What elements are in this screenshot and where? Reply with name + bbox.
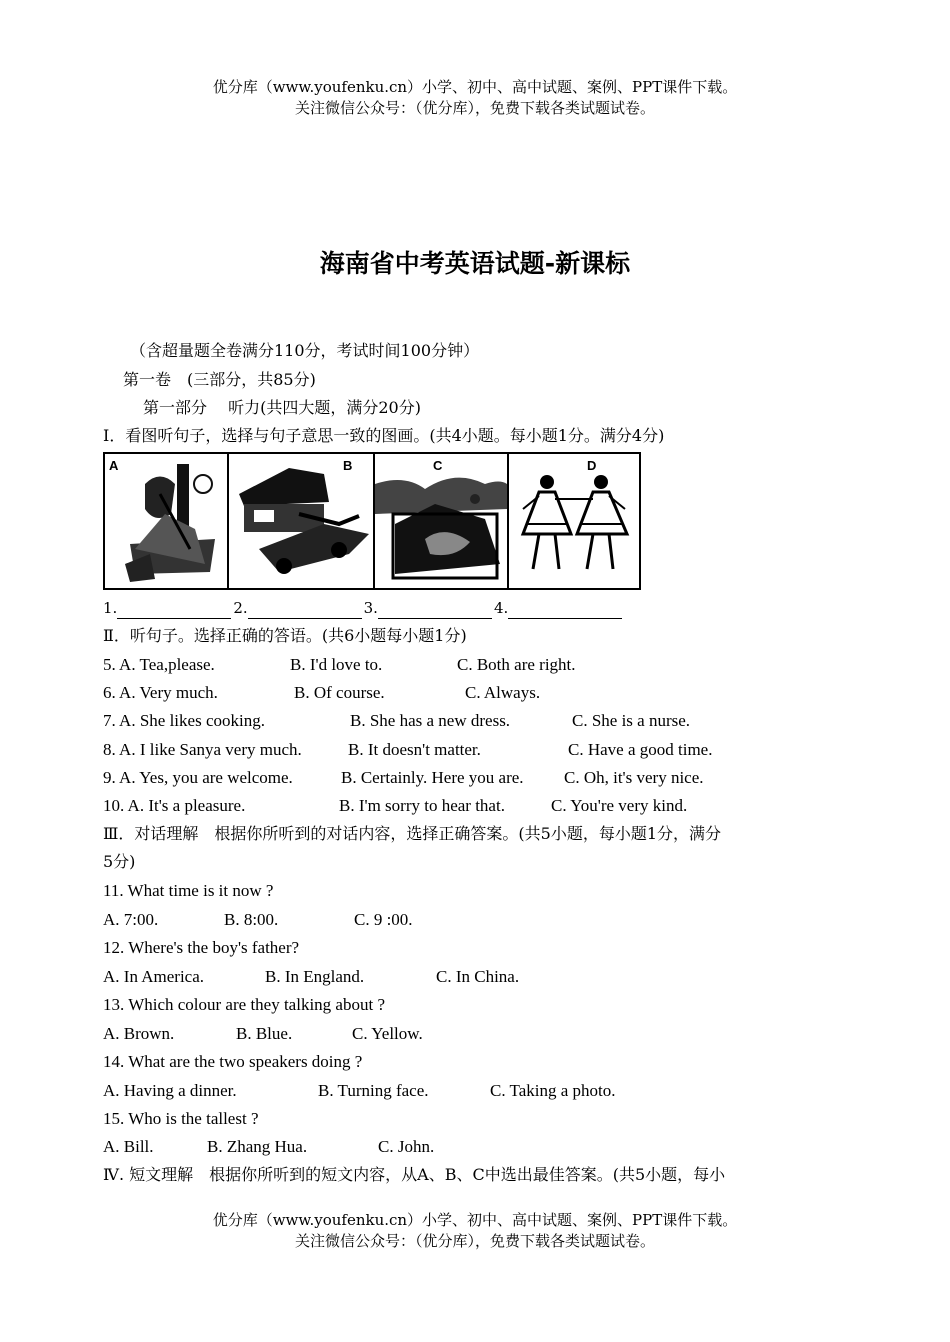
option-c: C. In China. (436, 967, 520, 986)
option-c: C. Both are right. (457, 655, 576, 674)
answer-number: 2. (233, 599, 248, 617)
option-c: C. John. (378, 1137, 435, 1156)
picture-label: D (587, 458, 597, 473)
option-c: C. 9 :00. (354, 910, 413, 929)
option-b: B. I'd love to. (290, 655, 383, 674)
options-row (103, 909, 843, 931)
option-a: A. 7:00. (103, 910, 159, 929)
option-c: C. She is a nurse. (572, 711, 691, 730)
option-a: 8. A. I like Sanya very much. (103, 740, 302, 759)
option-b: B. She has a new dress. (350, 711, 511, 730)
option-a: A. Having a dinner. (103, 1081, 237, 1100)
option-c: C. Always. (465, 683, 541, 702)
answer-blank-2[interactable] (248, 602, 362, 619)
footer-line-2: 关注微信公众号：（优分库），免费下载各类试题试卷。 (294, 1232, 655, 1250)
house-car-picture-icon (229, 454, 373, 588)
part-heading: 第一部分 听力(共四大题，满分20分) (143, 398, 421, 417)
question-row (103, 654, 843, 676)
exam-note: （含超量题全卷满分110分，考试时间100分钟） (130, 341, 480, 360)
header-line-1: 优分库（www.youfenku.cn）小学、初中、高中试题、案例、PPT课件下载。 (212, 78, 738, 96)
picture-label: A (109, 458, 119, 473)
section-3-heading: Ⅲ．对话理解 根据你所听到的对话内容，选择正确答案。(共5小题，每小题1分，满分 (103, 824, 722, 843)
landscape-picture-icon (375, 454, 507, 588)
option-c: C. Oh, it's very nice. (564, 768, 704, 787)
option-b: B. It doesn't matter. (348, 740, 481, 759)
dancing-girls-picture-icon (509, 454, 639, 588)
answer-blank-3[interactable] (378, 602, 492, 619)
answer-blank-4[interactable] (508, 602, 622, 619)
picture-strip (103, 452, 641, 590)
option-a: 9. A. Yes, you are welcome. (103, 768, 293, 787)
option-c: C. You're very kind. (551, 796, 688, 815)
volume-heading: 第一卷 (三部分，共85分) (123, 370, 316, 389)
option-a: A. Brown. (103, 1024, 175, 1043)
section-2-heading: Ⅱ．听句子。选择正确的答语。(共6小题每小题1分) (103, 626, 467, 645)
question-text: 12. Where's the boy's father? (103, 938, 300, 957)
option-b: B. I'm sorry to hear that. (339, 796, 505, 815)
options-row (103, 1023, 843, 1045)
options-row (103, 1080, 843, 1102)
question-row (103, 710, 843, 732)
option-b: B. In England. (265, 967, 365, 986)
option-c: C. Taking a photo. (490, 1081, 616, 1100)
option-b: B. Zhang Hua. (207, 1137, 308, 1156)
fisherman-picture-icon (105, 454, 227, 588)
header-line-2: 关注微信公众号：（优分库），免费下载各类试题试卷。 (294, 99, 655, 117)
answer-blank-1[interactable] (117, 602, 231, 619)
options-row (103, 1136, 843, 1158)
question-text: 13. Which colour are they talking about ? (103, 995, 385, 1014)
question-text: 14. What are the two speakers doing ? (103, 1052, 363, 1071)
option-a: 5. A. Tea,please. (103, 655, 215, 674)
option-a: A. Bill. (103, 1137, 154, 1156)
picture-label: C (433, 458, 443, 473)
question-row (103, 795, 843, 817)
picture-b (229, 454, 375, 588)
option-b: B. Of course. (294, 683, 385, 702)
page-title: 海南省中考英语试题-新课标 (319, 249, 631, 278)
section-4-heading: Ⅳ. 短文理解 根据你所听到的短文内容，从A、B、C中选出最佳答案。(共5小题，每小 (103, 1165, 726, 1184)
answer-number: 1. (103, 599, 118, 617)
picture-a (105, 454, 229, 588)
section-3-heading-cont: 5分) (103, 852, 136, 871)
picture-c (375, 454, 509, 588)
option-a: 10. A. It's a pleasure. (103, 796, 246, 815)
option-b: B. Certainly. Here you are. (341, 768, 524, 787)
option-a: A. In America. (103, 967, 205, 986)
answer-number: 3. (363, 599, 378, 617)
question-text: 15. Who is the tallest ? (103, 1109, 259, 1128)
options-row (103, 966, 843, 988)
option-b: B. Blue. (236, 1024, 293, 1043)
footer-line-1: 优分库（www.youfenku.cn）小学、初中、高中试题、案例、PPT课件下载。 (212, 1211, 738, 1229)
question-row (103, 739, 843, 761)
picture-d (509, 454, 639, 588)
answer-number: 4. (493, 599, 509, 617)
question-text: 11. What time is it now ? (103, 881, 274, 900)
option-c: C. Have a good time. (568, 740, 713, 759)
picture-label: B (343, 458, 353, 473)
option-a: 7. A. She likes cooking. (103, 711, 265, 730)
option-a: 6. A. Very much. (103, 683, 218, 702)
question-row (103, 767, 843, 789)
section-1-heading: Ⅰ．看图听句子，选择与句子意思一致的图画。(共4小题。每小题1分。满分4分) (103, 426, 665, 445)
option-b: B. 8:00. (224, 910, 279, 929)
option-c: C. Yellow. (352, 1024, 423, 1043)
answer-blanks-row (103, 597, 624, 619)
question-row (103, 682, 843, 704)
option-b: B. Turning face. (318, 1081, 429, 1100)
